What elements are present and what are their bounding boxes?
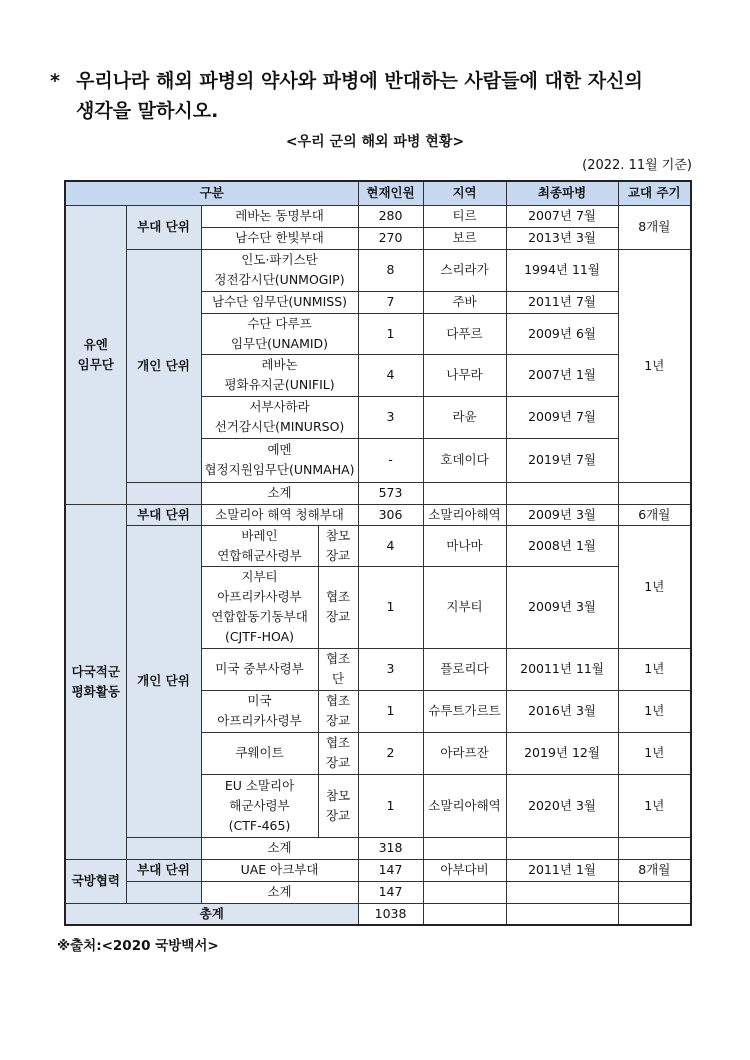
table-cell: 270 — [358, 227, 423, 249]
table-cell: 1년 — [618, 732, 691, 774]
table-cell: 2019년 7월 — [506, 438, 618, 482]
table-cell — [126, 881, 201, 903]
table-cell: 소말리아해역 — [423, 504, 506, 525]
table-cell: 지부티 아프리카사령부 연합합동기동부대 (CJTF-HOA) — [201, 566, 318, 648]
table-cell: 3 — [358, 648, 423, 690]
table-cell: 2013년 3월 — [506, 227, 618, 249]
table-cell: 소계 — [201, 482, 358, 504]
table-cell — [506, 482, 618, 504]
table-cell: 미국 아프리카사령부 — [201, 690, 318, 732]
table-cell: 8개월 — [618, 859, 691, 881]
table-cell: 티르 — [423, 205, 506, 227]
table-cell: 1 — [358, 313, 423, 354]
table-cell: 7 — [358, 291, 423, 313]
table-cell: 협조 단 — [318, 648, 358, 690]
table-cell: 남수단 임무단(UNMISS) — [201, 291, 358, 313]
category-cell: 다국적군 평화활동 — [65, 504, 126, 859]
table-cell: 레바논 동명부대 — [201, 205, 358, 227]
column-header: 지역 — [423, 181, 506, 205]
table-cell: 라윤 — [423, 396, 506, 438]
column-header: 교대 주기 — [618, 181, 691, 205]
table-cell: 1038 — [358, 903, 423, 925]
table-cell: 호데이다 — [423, 438, 506, 482]
table-cell — [618, 482, 691, 504]
table-cell: 1년 — [618, 774, 691, 837]
table-cell: 147 — [358, 859, 423, 881]
table-cell: 레바논 평화유지군(UNIFIL) — [201, 354, 358, 396]
table-cell — [423, 837, 506, 859]
deployment-table — [64, 180, 692, 926]
table-cell: 예멘 협정지원임무단(UNMAHA) — [201, 438, 358, 482]
category-cell: 국방협력 — [65, 859, 126, 903]
table-cell: 소계 — [201, 881, 358, 903]
table-cell: 8 — [358, 249, 423, 291]
column-header: 현재인원 — [358, 181, 423, 205]
table-cell: UAE 아크부대 — [201, 859, 358, 881]
table-cell: 지부티 — [423, 566, 506, 648]
table-cell: 참모 장교 — [318, 525, 358, 566]
table-row — [65, 482, 691, 504]
table-row — [65, 504, 691, 525]
table-cell: 280 — [358, 205, 423, 227]
table-cell: 2020년 3월 — [506, 774, 618, 837]
table-cell: 2009년 6월 — [506, 313, 618, 354]
table-cell — [423, 482, 506, 504]
category-cell: 개인 단위 — [126, 525, 201, 837]
table-cell: 1 — [358, 566, 423, 648]
table-cell: 인도·파키스탄 정전감시단(UNMOGIP) — [201, 249, 358, 291]
table-cell: 4 — [358, 354, 423, 396]
table-row — [65, 903, 691, 925]
table-cell: 협조 장교 — [318, 732, 358, 774]
table-row — [65, 525, 691, 566]
table-cell: 소말리아해역 — [423, 774, 506, 837]
table-cell: 1994년 11월 — [506, 249, 618, 291]
table-cell: 147 — [358, 881, 423, 903]
table-cell: 2011년 7월 — [506, 291, 618, 313]
table-cell: 2008년 1월 — [506, 525, 618, 566]
table-cell: 2009년 7월 — [506, 396, 618, 438]
table-cell: 미국 중부사령부 — [201, 648, 318, 690]
table-cell: 아라프잔 — [423, 732, 506, 774]
table-row — [65, 881, 691, 903]
table-cell: 1년 — [618, 690, 691, 732]
category-cell: 부대 단위 — [126, 205, 201, 249]
table-cell: 1 — [358, 774, 423, 837]
table-cell — [126, 482, 201, 504]
table-cell — [506, 881, 618, 903]
table-cell: 슈투트가르트 — [423, 690, 506, 732]
table-cell: 서부사하라 선거감시단(MINURSO) — [201, 396, 358, 438]
table-cell: 1년 — [618, 249, 691, 482]
column-header: 구분 — [65, 181, 358, 205]
table-cell: 협조 장교 — [318, 690, 358, 732]
table-cell: 1년 — [618, 525, 691, 648]
table-cell: 쿠웨이트 — [201, 732, 318, 774]
table-row — [65, 249, 691, 291]
table-cell: 마나마 — [423, 525, 506, 566]
table-row — [65, 837, 691, 859]
table-cell: 1년 — [618, 648, 691, 690]
table-cell — [618, 881, 691, 903]
table-cell — [618, 903, 691, 925]
table-cell: 남수단 한빛부대 — [201, 227, 358, 249]
category-cell: 유엔 임무단 — [65, 205, 126, 504]
table-cell: 1 — [358, 690, 423, 732]
table-cell — [423, 903, 506, 925]
column-header: 최종파병 — [506, 181, 618, 205]
category-cell: 총계 — [65, 903, 358, 925]
table-cell — [506, 903, 618, 925]
category-cell: 개인 단위 — [126, 249, 201, 482]
table-cell: 318 — [358, 837, 423, 859]
bullet: * — [50, 70, 60, 92]
table-cell: 아부다비 — [423, 859, 506, 881]
table-cell: EU 소말리아 해군사령부 (CTF-465) — [201, 774, 318, 837]
table-cell — [506, 837, 618, 859]
table-cell: 2009년 3월 — [506, 504, 618, 525]
table-cell — [423, 881, 506, 903]
source-note: ※출처:<2020 국방백서> — [57, 938, 219, 954]
table-cell: 소계 — [201, 837, 358, 859]
table-cell: 2009년 3월 — [506, 566, 618, 648]
table-cell: 2 — [358, 732, 423, 774]
table-cell: 바레인 연합해군사령부 — [201, 525, 318, 566]
table-cell: 306 — [358, 504, 423, 525]
table-cell: 다푸르 — [423, 313, 506, 354]
table-cell: 참모 장교 — [318, 774, 358, 837]
table-cell: 협조 장교 — [318, 566, 358, 648]
header-row — [65, 181, 691, 205]
table-cell: 3 — [358, 396, 423, 438]
table-cell: 4 — [358, 525, 423, 566]
table-cell: 6개월 — [618, 504, 691, 525]
table-cell: 플로리다 — [423, 648, 506, 690]
table-cell: 소말리아 해역 청해부대 — [201, 504, 358, 525]
table-cell — [126, 837, 201, 859]
table-cell: 스리라가 — [423, 249, 506, 291]
table-cell: 20011년 11월 — [506, 648, 618, 690]
table-cell: 2016년 3월 — [506, 690, 618, 732]
category-cell: 부대 단위 — [126, 504, 201, 525]
table-cell: 보르 — [423, 227, 506, 249]
table-cell: 나무라 — [423, 354, 506, 396]
table-cell: 2007년 1월 — [506, 354, 618, 396]
date-note: (2022. 11월 기준) — [582, 158, 692, 173]
table-cell — [618, 837, 691, 859]
table-cell: 2019년 12월 — [506, 732, 618, 774]
table-cell: 2011년 1월 — [506, 859, 618, 881]
table-row — [65, 859, 691, 881]
table-cell: 8개월 — [618, 205, 691, 249]
table-cell: 수단 다루프 임무단(UNAMID) — [201, 313, 358, 354]
table-row — [65, 205, 691, 227]
question — [50, 66, 643, 126]
table-cell: 주바 — [423, 291, 506, 313]
table-cell: 2007년 7월 — [506, 205, 618, 227]
table-cell: 573 — [358, 482, 423, 504]
question-line-1: 우리나라 해외 파병의 약사와 파병에 반대하는 사람들에 대한 자신의 — [76, 70, 643, 92]
table-title: <우리 군의 해외 파병 현황> — [285, 134, 465, 150]
table-cell: - — [358, 438, 423, 482]
category-cell: 부대 단위 — [126, 859, 201, 881]
question-line-2: 생각을 말하시오. — [76, 100, 219, 122]
